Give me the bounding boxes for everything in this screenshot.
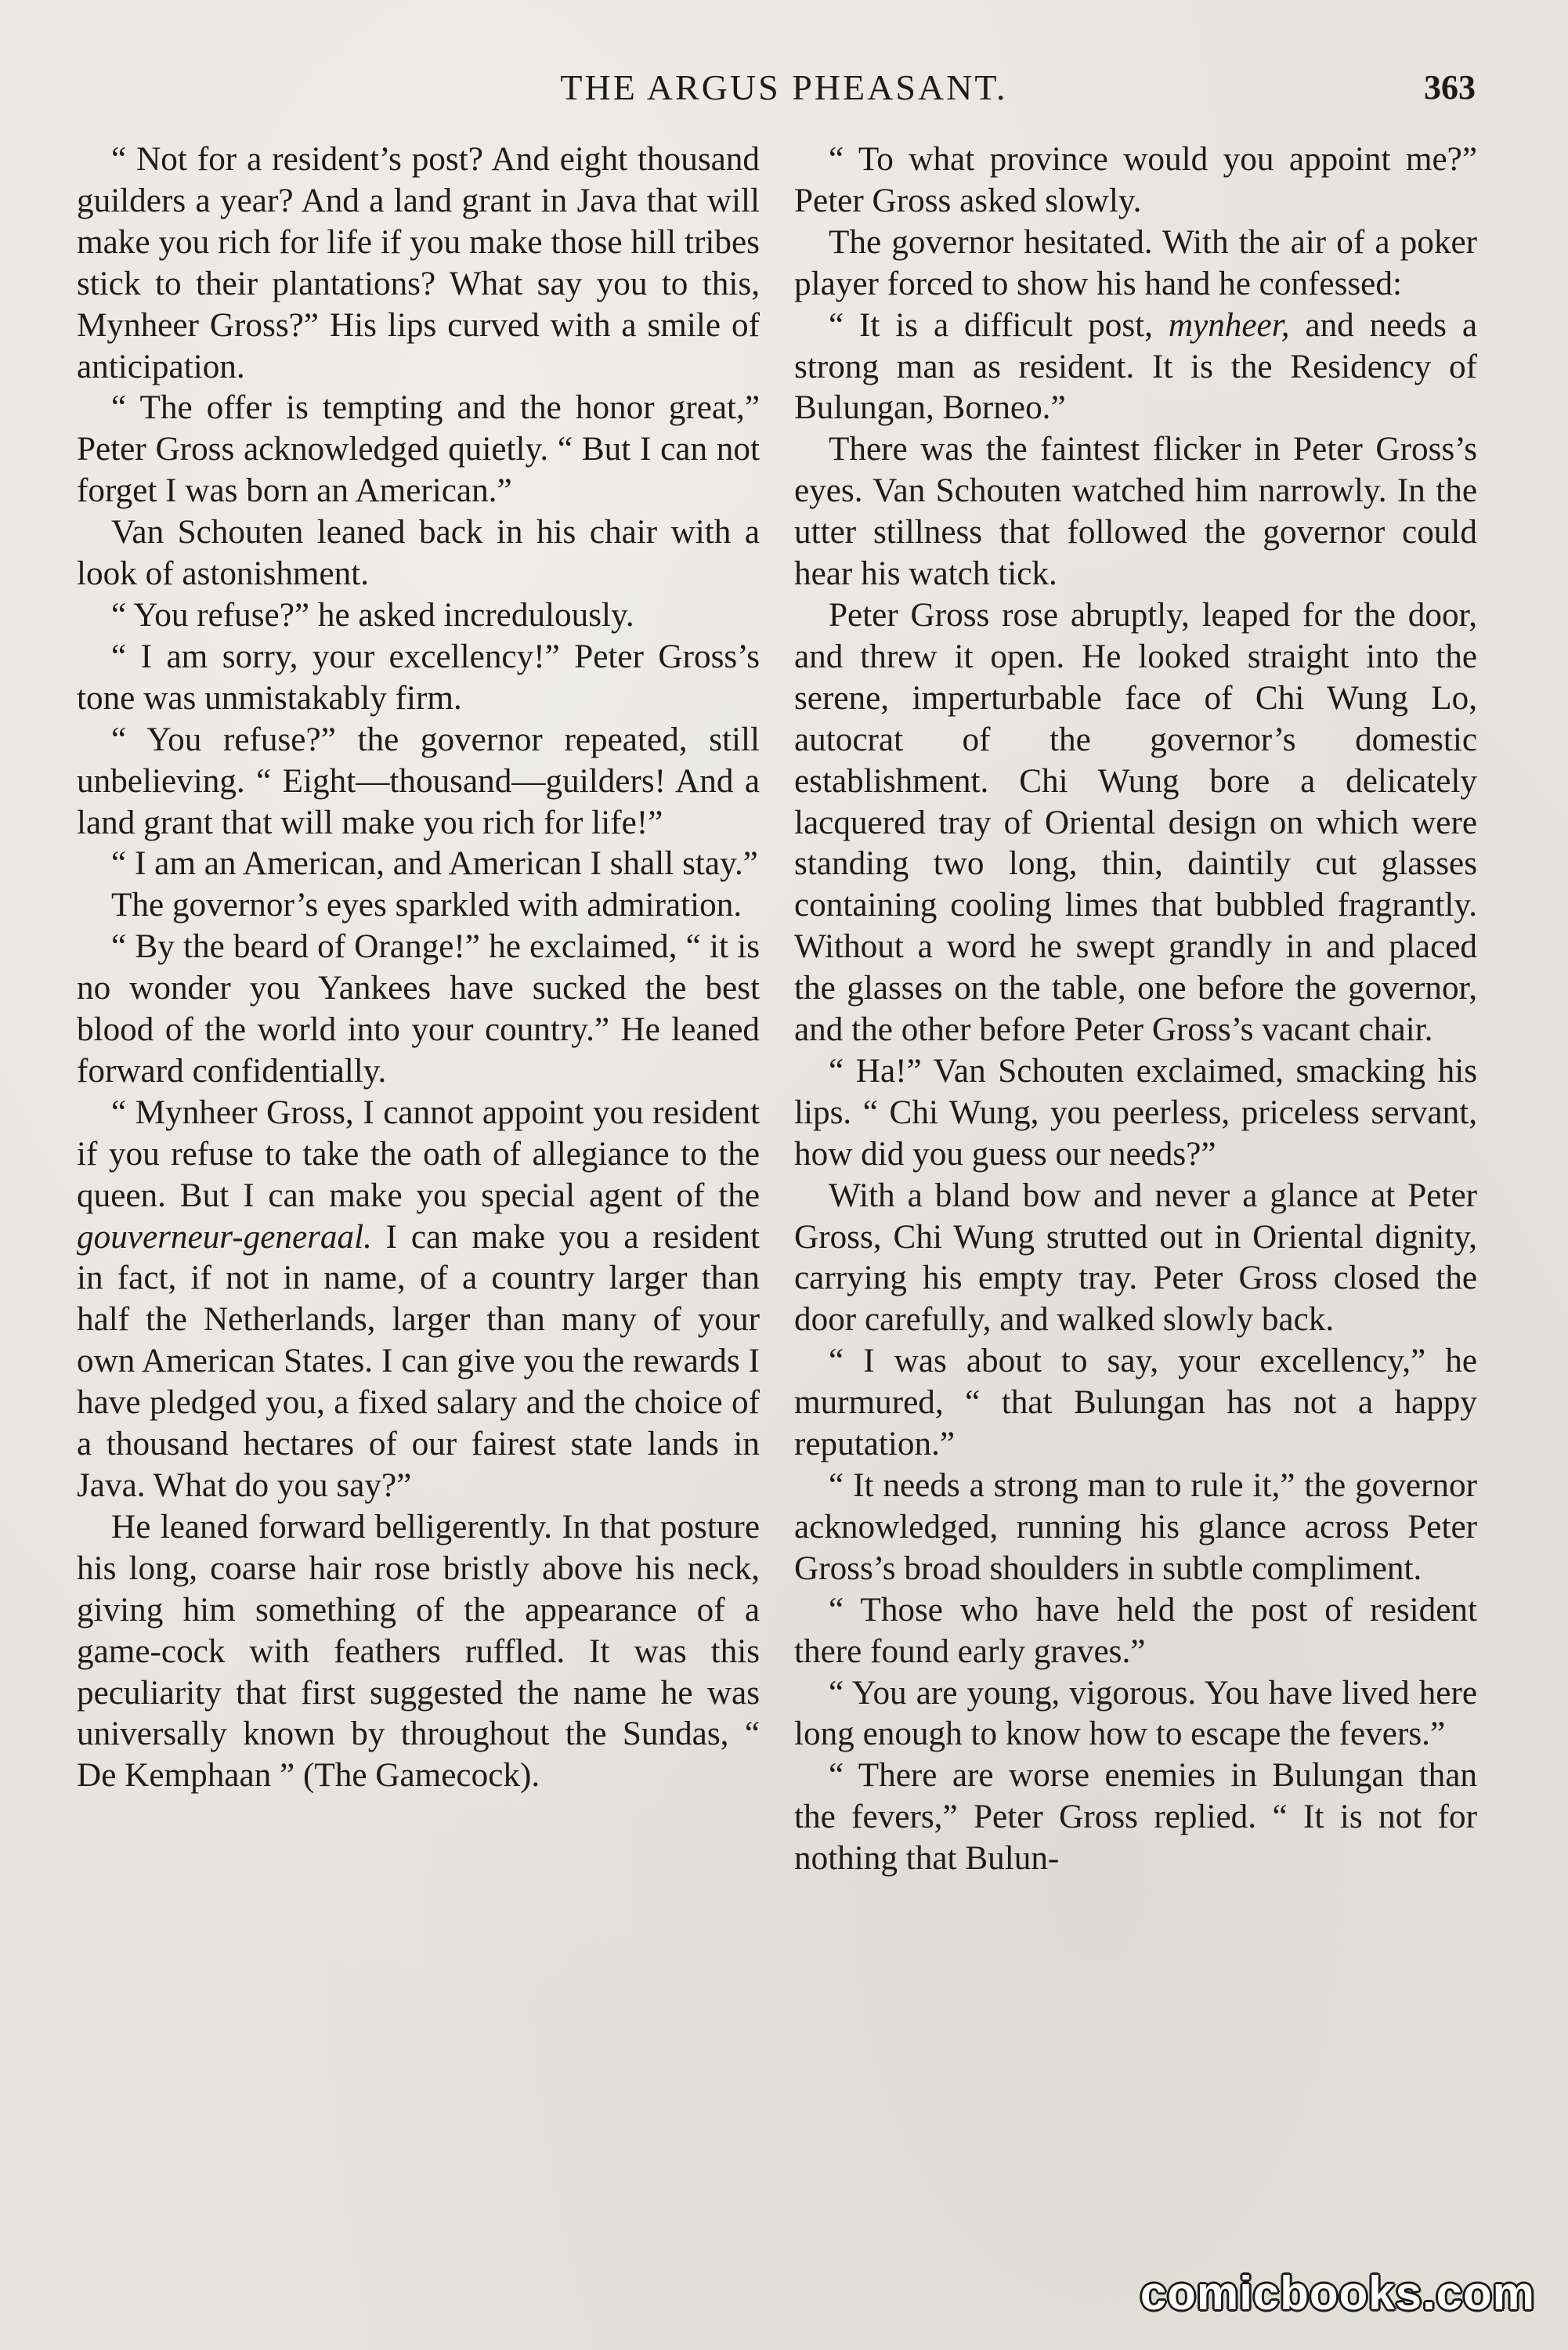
- paragraph: “ I am sorry, your excellency!” Peter Gross’s tone was unmistakably firm.: [77, 638, 760, 717]
- paragraph: “ I am an American, and American I shall stay.”: [111, 845, 758, 883]
- running-head: [0, 64, 1568, 111]
- paragraph: Peter Gross rose abruptly, leaped for the door, and threw it open. He looked straight into the serene, imperturbable face of Chi Wung Lo, autocrat of the governor’s domestic establishment. Chi Wung bore a delicately lacquered tray of Oriental design on which were standing two long, thin, daintily cut glasses containing cooling limes that bubbled fragrantly. Without a word he swept grandly in and placed the glasses on the table, one before the governor, and the other before Peter Gross’s vacant chair.: [794, 596, 1477, 1049]
- paragraph: He leaned forward belligerently. In that posture his long, coarse hair rose bristly above his neck, giving him something of the appearance of a game-cock with feathers ruffled. It was this peculiarity that first suggested the name he was universally known by throughout the Sundas, “ De Kemphaan ” (The Gamecock).: [77, 1508, 760, 1795]
- paragraph: “ The offer is tempting and the honor great,” Peter Gross acknowledged quietly. “ But I can not forget I was born an American.”: [77, 389, 760, 510]
- watermark: comicbooks.com: [1140, 2267, 1535, 2319]
- paragraph: “ Those who have held the post of resident there found early graves.”: [794, 1591, 1477, 1670]
- paragraph: “ You refuse?” he asked incredulously.: [111, 596, 634, 634]
- paragraph: “ There are worse enemies in Bulungan than the fevers,” Peter Gross replied. “ It is not for nothing that Bulun-: [794, 1757, 1477, 1878]
- text-run: “ It is a difficult post,: [829, 306, 1169, 344]
- left-column: [77, 139, 760, 1797]
- paragraph: “ Ha!” Van Schouten exclaimed, smacking his lips. “ Chi Wung, you peerless, priceless servant, how did you guess our needs?”: [794, 1052, 1477, 1173]
- italic-term: gouverneur-generaal.: [77, 1218, 372, 1256]
- paragraph: “ To what province would you appoint me?” Peter Gross asked slowly.: [794, 141, 1477, 219]
- paragraph: “ It needs a strong man to rule it,” the governor acknowledged, running his glance across Peter Gross’s broad shoulders in subtle compliment.: [794, 1467, 1477, 1587]
- paragraph: “ I was about to say, your excellency,” he murmured, “ that Bulungan has not a happy reputation.”: [794, 1343, 1477, 1463]
- paragraph: “ You refuse?” the governor repeated, still unbelieving. “ Eight—thousand—guilders! And a land grant that will make you rich for life!”: [77, 721, 760, 841]
- text-run: “ Mynheer Gross, I cannot appoint you resident if you refuse to take the oath of allegiance to the queen. But I can make you special agent of the: [77, 1094, 760, 1214]
- paragraph: Van Schouten leaned back in his chair with a look of astonishment.: [77, 514, 760, 593]
- paragraph: [77, 1093, 760, 1507]
- paragraph: The governor’s eyes sparkled with admiration.: [111, 887, 742, 924]
- paragraph: “ You are young, vigorous. You have lived here long enough to know how to escape the fevers.”: [794, 1674, 1477, 1753]
- text-run: and needs a strong man as resident. It is the Residency of Bulungan, Borneo.”: [794, 306, 1477, 427]
- paragraph: “ By the beard of Orange!” he exclaimed, “ it is no wonder you Yankees have sucked the best blood of the world into your country.” He leaned forward confidentially.: [77, 928, 760, 1090]
- paragraph: There was the faintest flicker in Peter Gross’s eyes. Van Schouten watched him narrowly. In the utter stillness that followed the governor could hear his watch tick.: [794, 431, 1477, 593]
- right-column: [794, 139, 1477, 1880]
- italic-term: mynheer,: [1168, 306, 1290, 344]
- page-number: 363: [1424, 68, 1476, 107]
- paragraph: [794, 306, 1477, 430]
- paragraph: The governor hesitated. With the air of a poker player forced to show his hand he confessed:: [794, 223, 1477, 302]
- running-title: THE ARGUS PHEASANT.: [560, 67, 1008, 107]
- paragraph: With a bland bow and never a glance at Peter Gross, Chi Wung strutted out in Oriental dignity, carrying his empty tray. Peter Gross closed the door carefully, and walked slowly back.: [794, 1177, 1477, 1339]
- text-run: I can make you a resident in fact, if not in name, of a country larger than half the Netherlands, larger than many of your own American States. I can give you the rewards I have pledged you, a fixed salary and the choice of a thousand hectares of our fairest state lands in Java. What do you say?”: [77, 1218, 760, 1504]
- paragraph: “ Not for a resident’s post? And eight thousand guilders a year? And a land grant in Java that will make you rich for life if you make those hill tribes stick to their plantations? What say you to this, Mynheer Gross?” His lips curved with a smile of anticipation.: [77, 141, 760, 385]
